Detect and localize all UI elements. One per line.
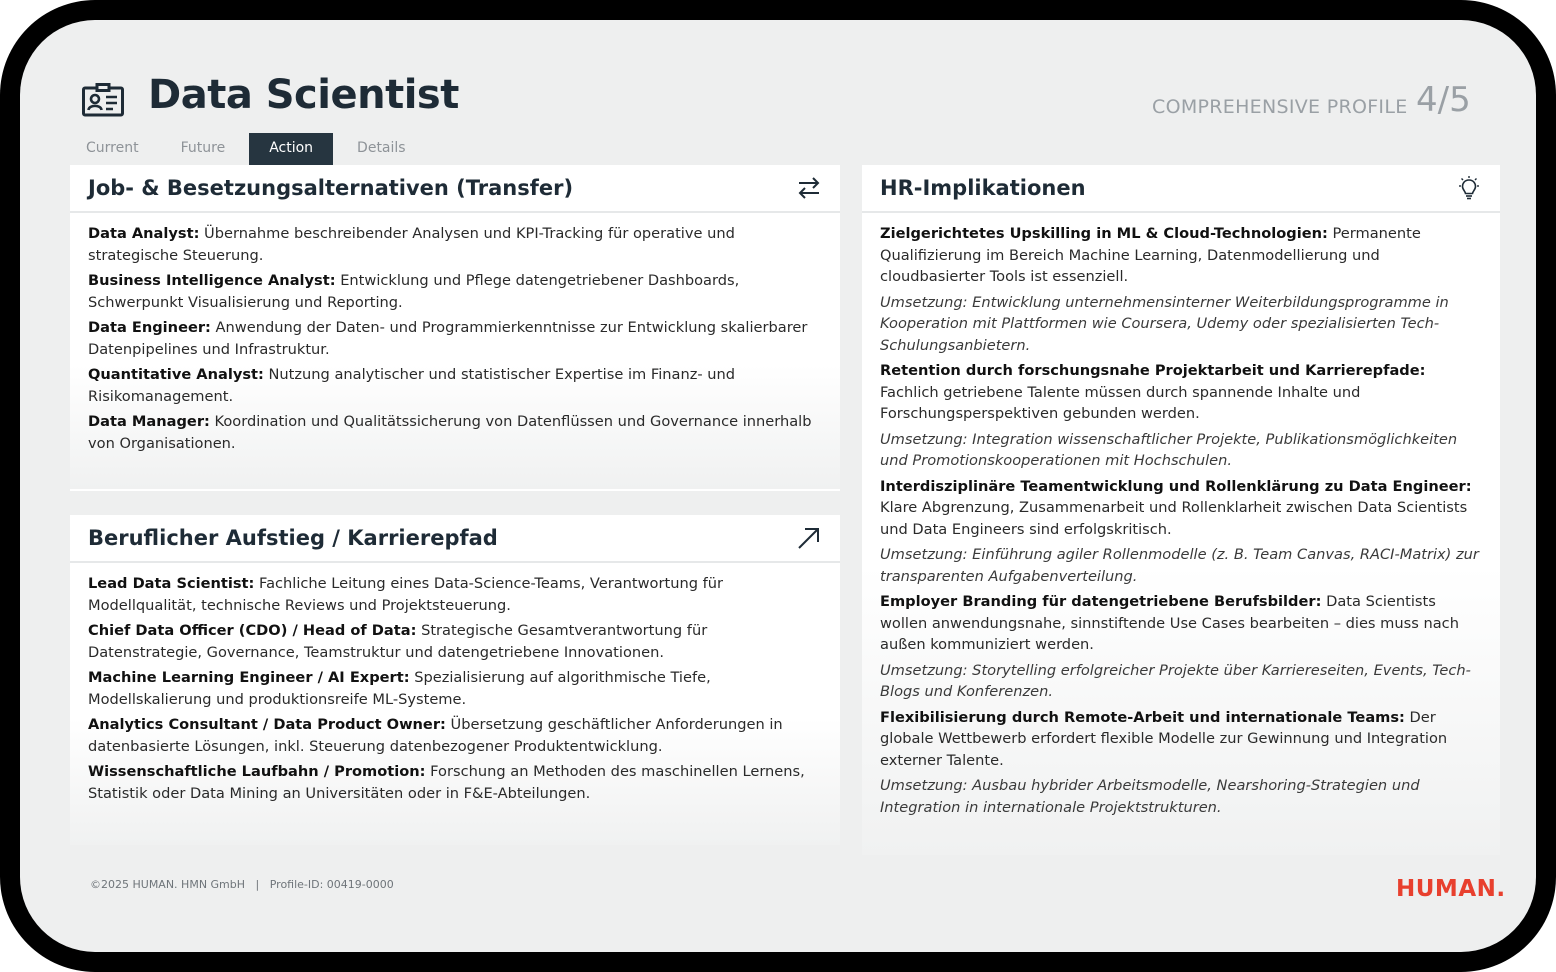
list-item <box>88 270 822 313</box>
list-item <box>88 223 822 266</box>
lightbulb-icon <box>1456 175 1482 201</box>
item-desc: Nutzung analytischer und statistischer Expertise im Finanz- und Risikomanagement. <box>88 366 736 405</box>
implication-item <box>880 476 1482 541</box>
item-term: Flexibilisierung durch Remote-Arbeit und internationale Teams: <box>880 708 1405 726</box>
item-desc: Klare Abgrenzung, Zusammenarbeit und Rollenklarheit zwischen Data Scientists und Data Engineers sind erfolgskritisch. <box>880 499 1468 538</box>
panel-title: HR-Implikationen <box>880 176 1086 200</box>
list-item <box>88 667 822 710</box>
item-term: Analytics Consultant / Data Product Owner: <box>88 716 446 733</box>
page-title: Data Scientist <box>148 72 459 118</box>
list-item <box>88 364 822 407</box>
footer-copyright: ©2025 HUMAN. HMN GmbH | Profile-ID: 00419-0000 <box>90 878 394 891</box>
panel-body <box>862 213 1500 855</box>
item-term: Machine Learning Engineer / AI Expert: <box>88 669 410 686</box>
item-term: Data Manager: <box>88 413 210 430</box>
item-term: Chief Data Officer (CDO) / Head of Data: <box>88 622 417 639</box>
item-term: Wissenschaftliche Laufbahn / Promotion: <box>88 763 426 780</box>
hr-panel <box>862 165 1500 855</box>
item-desc: Übersetzung geschäftlicher Anforderungen in datenbasierte Lösungen, inkl. Steuerung datenbezogener Produktentwicklung. <box>88 716 783 755</box>
item-desc: Der globale Wettbewerb erfordert flexible Modelle zur Gewinnung und Integration externer Talente. <box>880 708 1448 769</box>
item-desc: Spezialisierung auf algorithmische Tiefe, Modellskalierung und produktionsreife ML-Systeme. <box>88 669 711 708</box>
item-desc: Forschung an Methoden des maschinellen Lernens, Statistik oder Data Mining an Universitäten oder in F&E-Abteilungen. <box>88 763 805 802</box>
panel-header <box>862 165 1500 213</box>
list-item <box>88 620 822 663</box>
swap-arrows-icon <box>796 175 822 201</box>
implementation-note: Umsetzung: Storytelling erfolgreicher Projekte über Karriereseiten, Events, Tech-Blogs und Konferenzen. <box>880 661 1471 700</box>
item-term: Interdisziplinäre Teamentwicklung und Rollenklärung zu Data Engineer: <box>880 477 1472 495</box>
profile-label: COMPREHENSIVE PROFILE <box>1152 96 1408 118</box>
slide <box>20 20 1536 952</box>
item-term: Employer Branding für datengetriebene Berufsbilder: <box>880 593 1322 610</box>
tab-details[interactable]: Details <box>357 140 406 156</box>
item-desc: Permanente Qualifizierung im Bereich Machine Learning, Datenmodellierung und cloudbasierter Tools ist essenziell. <box>880 225 1421 285</box>
list-item <box>88 761 822 804</box>
career-panel <box>70 515 840 845</box>
tab-future[interactable]: Future <box>180 140 226 156</box>
item-term: Quantitative Analyst: <box>88 366 264 383</box>
implementation-note: Umsetzung: Integration wissenschaftlicher Projekte, Publikationsmöglichkeiten und Promotionskooperationen mit Hochschulen. <box>880 430 1458 469</box>
implication-item <box>880 591 1482 656</box>
item-desc: Fachliche Leitung eines Data-Science-Teams, Verantwortung für Modellqualität, technische Reviews und Projektsteuerung. <box>88 575 723 614</box>
item-desc: Strategische Gesamtverantwortung für Datenstrategie, Governance, Teamstruktur und datengetriebene Innovationen. <box>88 622 708 661</box>
list-item <box>88 714 822 757</box>
implication-item <box>880 360 1482 425</box>
item-term: Data Engineer: <box>88 319 211 336</box>
panel-body <box>70 213 840 489</box>
item-desc: Fachlich getriebene Talente müssen durch spannende Inhalte und Forschungsperspektiven gebunden werden. <box>880 383 1361 422</box>
panel-header <box>70 165 840 213</box>
item-desc: Übernahme beschreibender Analysen und KPI-Tracking für operative und strategische Steuerung. <box>88 225 735 264</box>
item-term: Zielgerichtetes Upskilling in ML & Cloud-Technologien: <box>880 225 1328 242</box>
brand-logo: HUMAN. <box>1396 876 1506 902</box>
list-item <box>88 317 822 360</box>
item-term: Lead Data Scientist: <box>88 575 255 592</box>
implication-item <box>880 707 1482 772</box>
item-term: Data Analyst: <box>88 225 200 242</box>
item-desc: Entwicklung und Pflege datengetriebener Dashboards, Schwerpunkt Visualisierung und Reporting. <box>88 272 740 311</box>
arrow-up-right-icon <box>796 525 822 551</box>
item-term: Retention durch forschungsnahe Projektarbeit und Karrierepfade: <box>880 362 1426 379</box>
page-indicator: 4/5 <box>1416 80 1471 120</box>
list-item <box>88 411 822 454</box>
tab-current[interactable]: Current <box>86 140 139 156</box>
list-item <box>88 573 822 616</box>
item-term: Business Intelligence Analyst: <box>88 272 336 289</box>
transfer-panel <box>70 165 840 491</box>
tab-action[interactable]: Action <box>249 133 333 165</box>
tab-bar <box>68 133 430 165</box>
item-desc: Koordination und Qualitätssicherung von Datenflüssen und Governance innerhalb von Organisationen. <box>88 413 812 452</box>
implication-item <box>880 223 1482 288</box>
panel-header <box>70 515 840 563</box>
panel-title: Beruflicher Aufstieg / Karrierepfad <box>88 526 498 550</box>
item-desc: Data Scientists wollen anwendungsnahe, sinnstiftende Use Cases bearbeiten – dies muss nach außen kommuniziert werden. <box>880 593 1459 653</box>
panel-body <box>70 563 840 845</box>
implementation-note: Umsetzung: Ausbau hybrider Arbeitsmodelle, Nearshoring-Strategien und Integration in internationale Projektstrukturen. <box>880 777 1420 816</box>
panel-title: Job- & Besetzungsalternativen (Transfer) <box>88 176 574 200</box>
item-desc: Anwendung der Daten- und Programmierkenntnisse zur Entwicklung skalierbarer Datenpipelines und Infrastruktur. <box>88 319 808 358</box>
implementation-note: Umsetzung: Entwicklung unternehmensinterner Weiterbildungsprogramme in Kooperation mit Plattformen wie Coursera, Udemy oder spezialisierten Tech-Schulungsanbietern. <box>880 293 1449 354</box>
implementation-note: Umsetzung: Einführung agiler Rollenmodelle (z. B. Team Canvas, RACI-Matrix) zur transparenten Aufgabenverteilung. <box>880 546 1479 585</box>
id-card-icon <box>82 83 124 117</box>
